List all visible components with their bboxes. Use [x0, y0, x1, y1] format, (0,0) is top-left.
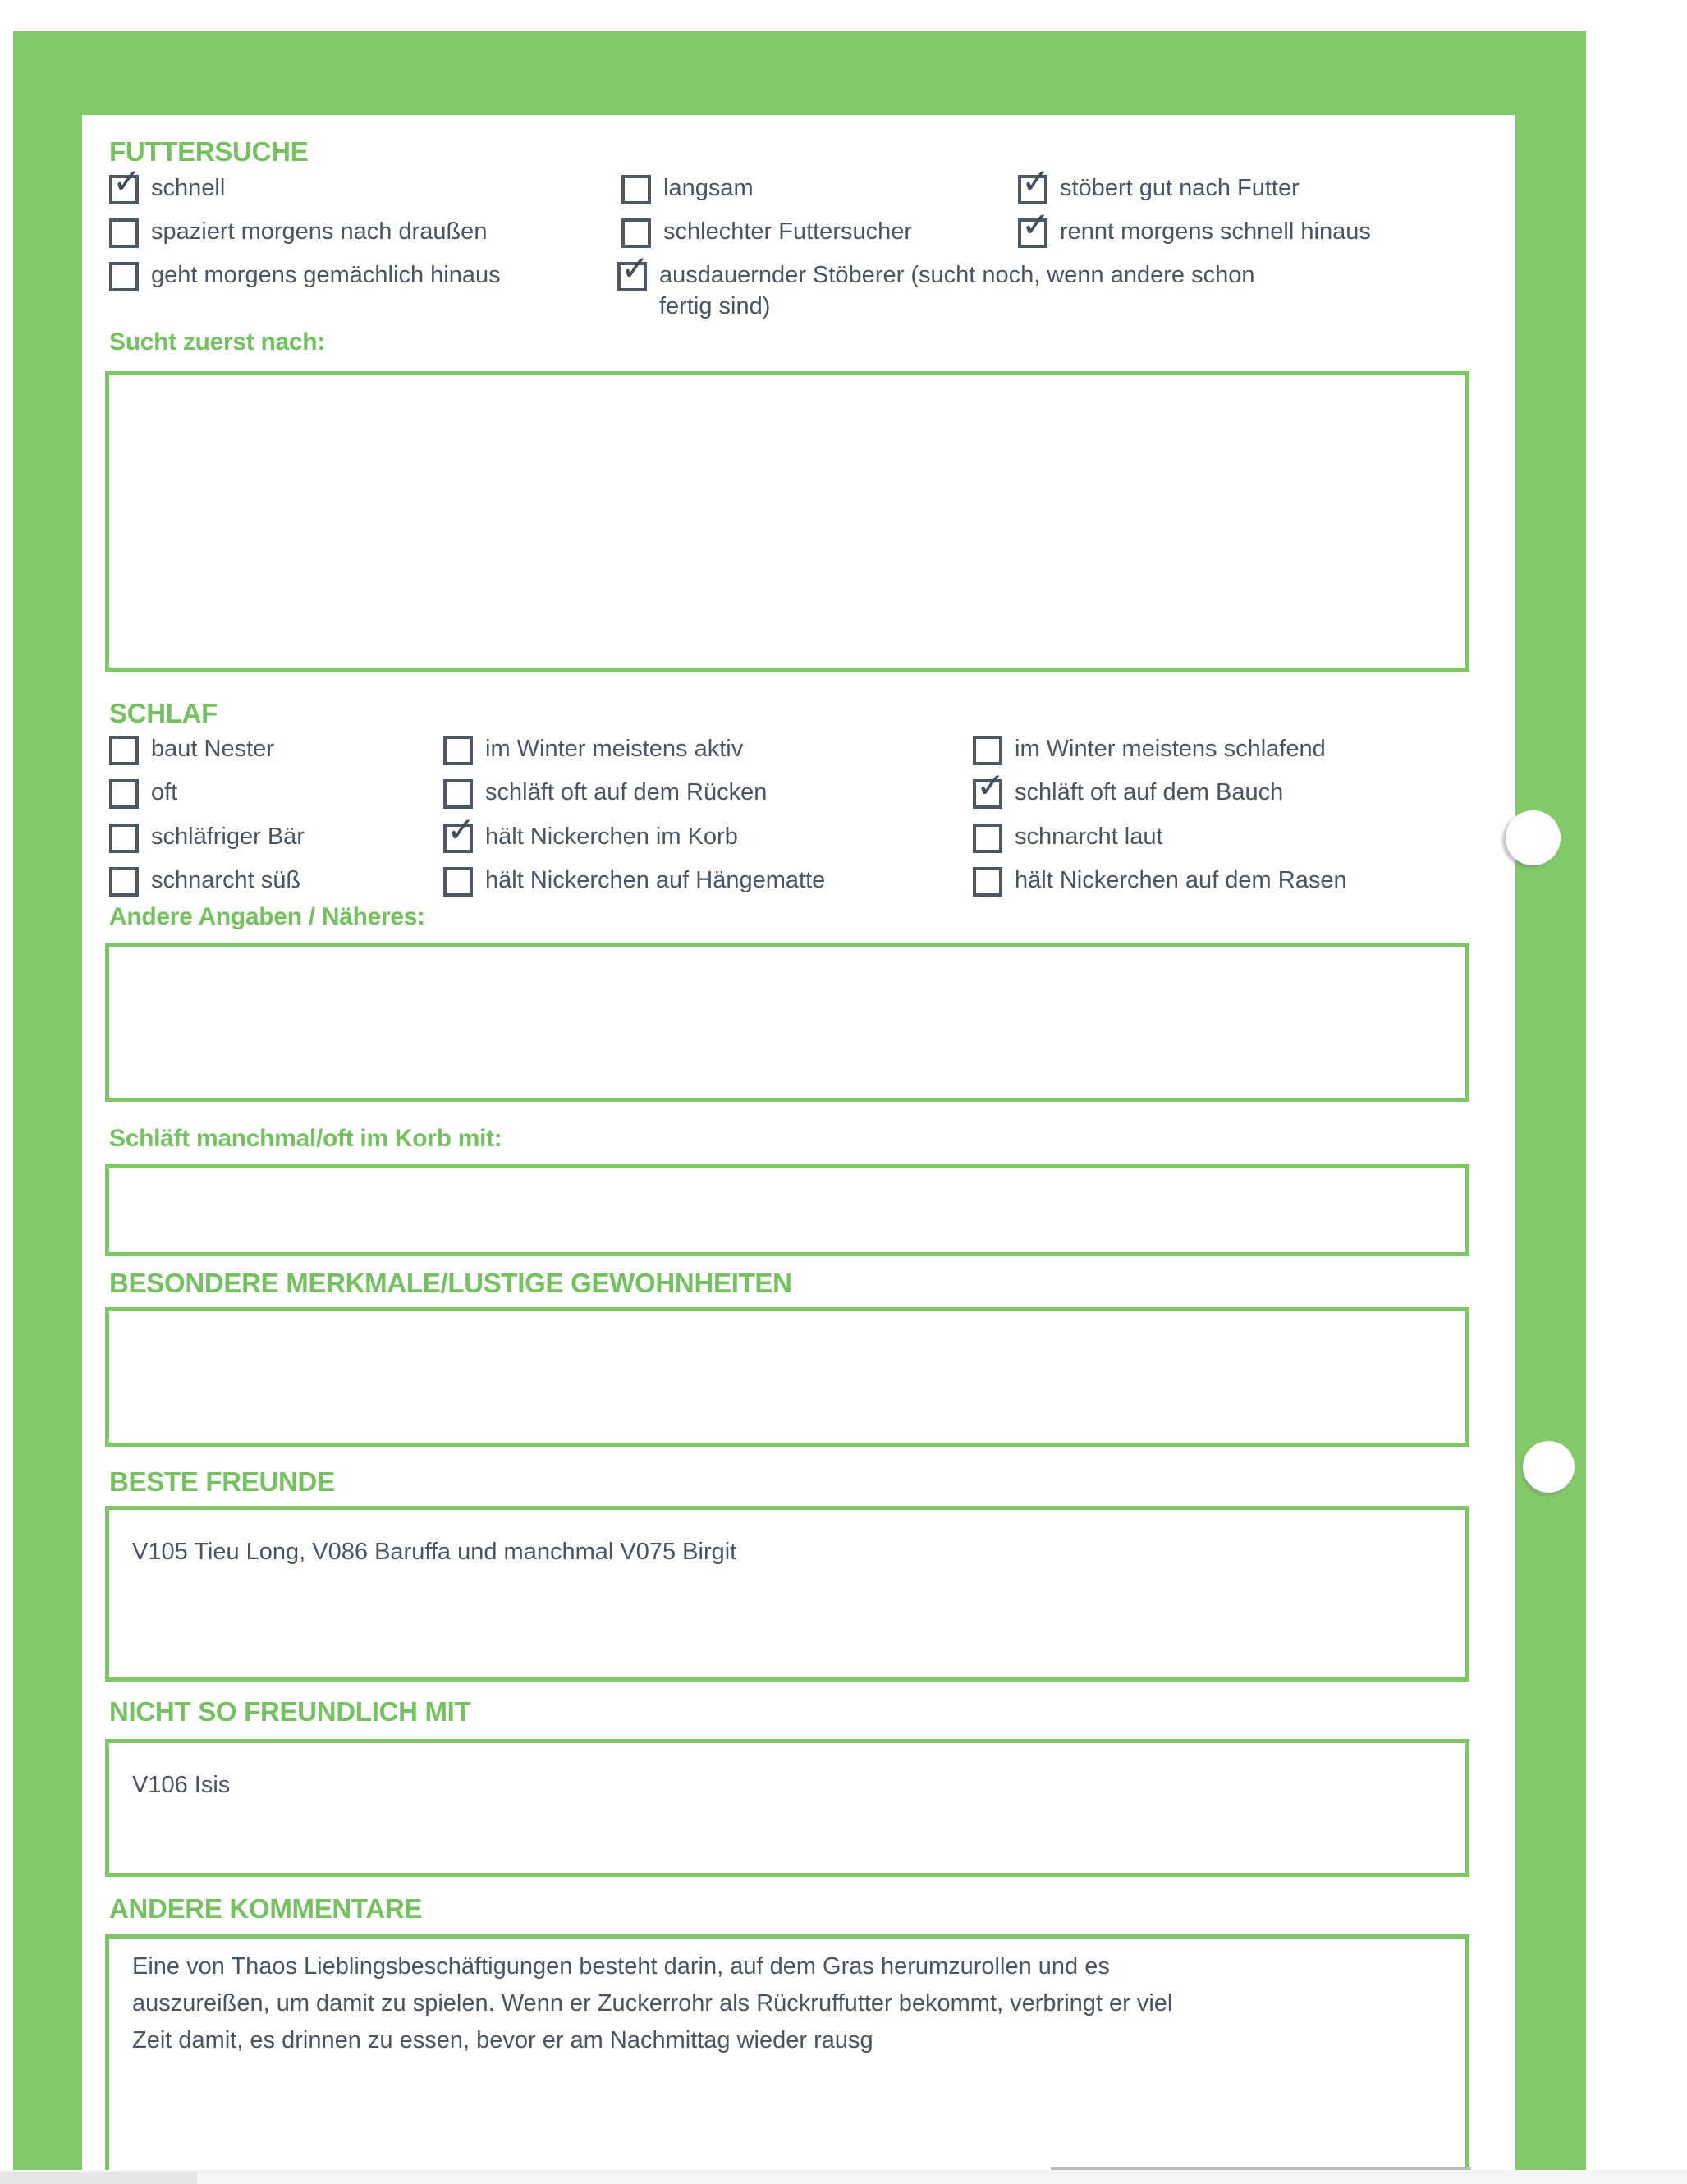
green-border-left: [13, 31, 82, 2170]
scan-shadow-line: [1051, 2167, 1471, 2170]
checkbox-label: im Winter meistens aktiv: [485, 736, 744, 762]
hole-punch: [1506, 810, 1561, 865]
section-title-besondere-merkmale: BESONDERE MERKMALE/LUSTIGE GEWOHNHEITEN: [109, 1268, 792, 1298]
checkbox-unchecked-icon: [109, 867, 139, 897]
checkbox-item: [109, 821, 305, 853]
checkbox-label: hält Nickerchen auf dem Rasen: [1015, 867, 1347, 893]
checkbox-unchecked-icon: [443, 736, 473, 765]
checkbox-item: [109, 733, 274, 765]
checkbox-item: [109, 865, 300, 897]
green-border-right: [1515, 31, 1586, 2170]
checkbox-label: schnarcht laut: [1015, 824, 1163, 850]
checkbox-label: rennt morgens schnell hinaus: [1060, 218, 1371, 245]
checkbox-item: [109, 259, 501, 291]
checkbox-checked-icon: [1018, 175, 1047, 204]
checkbox-label: schläfriger Bär: [151, 824, 305, 850]
checkbox-label: schnarcht süß: [151, 867, 301, 893]
checkbox-label: oft: [151, 779, 178, 805]
sucht-zuerst-nach-field: [105, 371, 1469, 672]
checkbox-checked-icon: [973, 779, 1002, 809]
section-title-schlaf: SCHLAF: [109, 698, 218, 728]
checkbox-unchecked-icon: [973, 824, 1002, 853]
checkbox-item: [1018, 216, 1371, 248]
scan-bottom-edge: [0, 2170, 1687, 2184]
checkbox-label: baut Nester: [151, 736, 274, 762]
checkbox-unchecked-icon: [109, 218, 139, 248]
checkbox-item: [621, 216, 912, 248]
checkbox-item: [109, 216, 487, 248]
checkbox-unchecked-icon: [621, 218, 651, 248]
section-title-futtersuche: FUTTERSUCHE: [109, 136, 309, 167]
checkbox-item: [443, 821, 738, 853]
andere-kommentare-field: [105, 1934, 1469, 2170]
field-value: V106 Isis: [132, 1772, 231, 1798]
checkbox-item: [1018, 172, 1300, 204]
checkbox-unchecked-icon: [973, 867, 1002, 897]
section-title-nicht-so-freundlich: NICHT SO FREUNDLICH MIT: [109, 1696, 471, 1727]
andere-angaben-field: [105, 943, 1469, 1102]
checkbox-unchecked-icon: [621, 175, 651, 204]
checkbox-unchecked-icon: [109, 736, 139, 765]
field-value: [109, 375, 1465, 398]
checkbox-item: [621, 172, 754, 204]
checkbox-item: [443, 865, 825, 897]
checkbox-label: im Winter meistens schlafend: [1015, 736, 1326, 762]
label-schlaeft-im-korb-mit: Schläft manchmal/oft im Korb mit:: [109, 1125, 502, 1152]
scan-smudge: [0, 2172, 197, 2184]
checkbox-label: stöbert gut nach Futter: [1060, 175, 1300, 201]
checkbox-checked-icon: [109, 175, 139, 204]
checkbox-label: spaziert morgens nach draußen: [151, 218, 488, 245]
label-sucht-zuerst-nach: Sucht zuerst nach:: [109, 328, 325, 356]
checkbox-item: [973, 777, 1283, 809]
besondere-merkmale-field: [105, 1307, 1469, 1447]
field-value: [109, 1168, 1465, 1191]
green-border-top: [13, 31, 1586, 115]
checkbox-label: langsam: [663, 175, 754, 201]
checkbox-unchecked-icon: [109, 262, 139, 291]
field-value: Eine von Thaos Lieblingsbeschäftigungen besteht darin, auf dem Gras herumzurollen und es auszureißen, um damit zu spielen. Wenn er Zuckerrohr als Rückruffutter bekommt, verbringt er viel Zeit damit, es drinnen zu essen, bevor er am Nachmittag wieder rausg: [132, 1953, 1173, 2053]
field-value: V105 Tieu Long, V086 Baruffa und manchmal V075 Birgit: [132, 1539, 737, 1565]
hole-punch: [1523, 1441, 1575, 1493]
checkbox-item: [109, 777, 177, 809]
checkbox-item: [973, 821, 1163, 853]
checkbox-unchecked-icon: [443, 779, 473, 809]
field-value: [109, 947, 1465, 970]
label-andere-angaben: Andere Angaben / Näheres:: [109, 903, 425, 930]
section-title-beste-freunde: BESTE FREUNDE: [109, 1466, 335, 1497]
checkbox-checked-icon: [617, 262, 647, 291]
checkbox-unchecked-icon: [109, 824, 139, 853]
checkbox-label: schnell: [151, 175, 226, 201]
checkbox-item: [443, 733, 743, 765]
nicht-so-freundlich-field: [105, 1739, 1469, 1877]
checkbox-unchecked-icon: [973, 736, 1002, 765]
checkbox-item: [109, 172, 225, 204]
section-title-andere-kommentare: ANDERE KOMMENTARE: [109, 1893, 423, 1924]
checkbox-item: [973, 865, 1347, 897]
schlaeft-im-korb-mit-field: [105, 1164, 1469, 1256]
checkbox-label: geht morgens gemächlich hinaus: [151, 262, 501, 288]
checkbox-item: [617, 259, 1283, 322]
checkbox-checked-icon: [443, 824, 473, 853]
checkbox-item: [443, 777, 767, 809]
checkbox-label: hält Nickerchen auf Hängematte: [485, 867, 826, 893]
field-value: [109, 1311, 1465, 1334]
checkbox-unchecked-icon: [109, 779, 139, 809]
checkbox-label: schlechter Futtersucher: [663, 218, 913, 245]
checkbox-label: schläft oft auf dem Rücken: [485, 779, 768, 805]
checkbox-label: schläft oft auf dem Bauch: [1015, 779, 1284, 805]
checkbox-label: ausdauernder Stöberer (sucht noch, wenn andere schon fertig sind): [659, 262, 1255, 319]
checkbox-item: [973, 733, 1326, 765]
beste-freunde-field: [105, 1506, 1469, 1682]
checkbox-label: hält Nickerchen im Korb: [485, 824, 738, 850]
checkbox-unchecked-icon: [443, 867, 473, 897]
checkbox-checked-icon: [1018, 218, 1047, 248]
